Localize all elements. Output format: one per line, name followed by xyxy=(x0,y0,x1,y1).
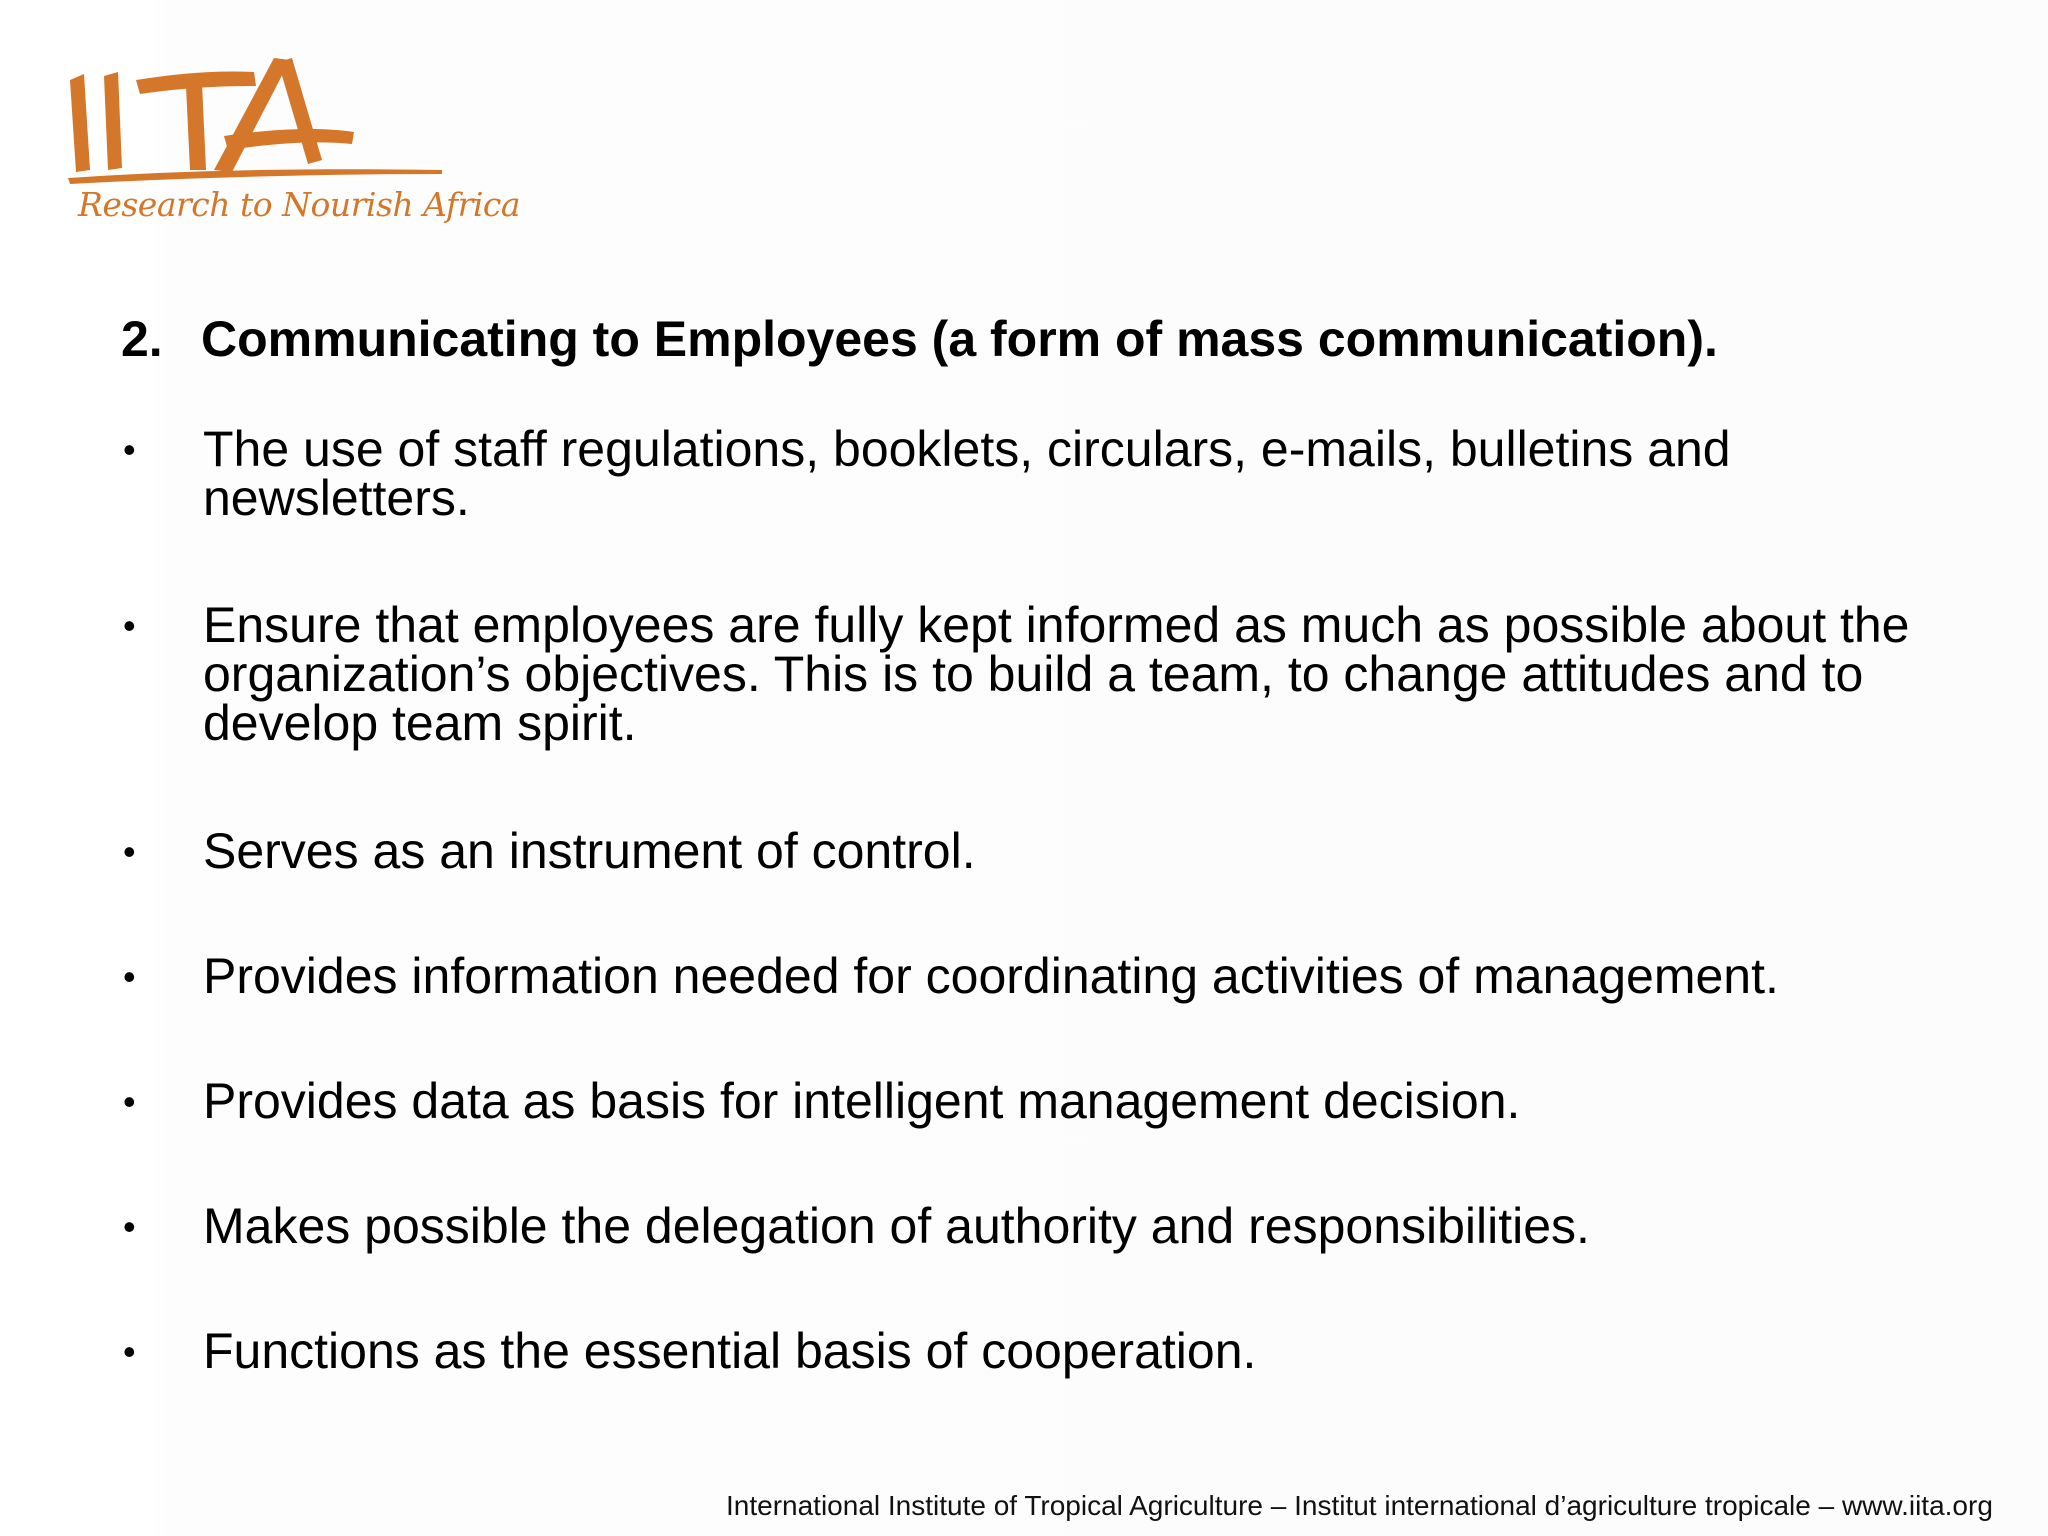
bullet-text: Provides information needed for coordinating activities of management. xyxy=(203,948,1779,1004)
bullet-item xyxy=(121,421,2023,526)
bullet-item xyxy=(121,948,2023,1004)
bullet-marker: • xyxy=(123,605,136,646)
bullet-marker: • xyxy=(123,831,136,872)
bullet-item xyxy=(121,823,2023,879)
bullet-marker: • xyxy=(123,956,136,997)
bullet-item xyxy=(121,597,2023,751)
bullet-text: The use of staff regulations, booklets, circulars, e-mails, bulletins and newsletters. xyxy=(203,421,1731,526)
bullet-item xyxy=(121,1198,2023,1254)
slide-heading xyxy=(121,310,1718,368)
heading-number: 2. xyxy=(121,311,163,367)
bullet-text: Provides data as basis for intelligent management decision. xyxy=(203,1073,1521,1129)
slide-footer: International Institute of Tropical Agriculture – Institut international d’agriculture tropicale – www.iita.org xyxy=(726,1490,1993,1521)
bullet-marker: • xyxy=(123,1331,136,1372)
bullet-marker: • xyxy=(123,1206,136,1247)
bullet-text: Makes possible the delegation of authority and responsibilities. xyxy=(203,1198,1590,1254)
bullet-marker: • xyxy=(123,429,136,470)
bullet-item xyxy=(121,1073,2023,1129)
bullet-text: Serves as an instrument of control. xyxy=(203,823,976,879)
logo-tagline: Research to Nourish Africa xyxy=(78,185,521,224)
bullet-marker: • xyxy=(123,1081,136,1122)
bullet-text: Ensure that employees are fully kept informed as much as possible about the organization’s objectives. This is to build a team, to change attitudes and to develop team spirit. xyxy=(203,597,1910,751)
bullet-item xyxy=(121,1323,2023,1379)
heading-text: Communicating to Employees (a form of mass communication). xyxy=(201,311,1718,367)
bullet-text: Functions as the essential basis of cooperation. xyxy=(203,1323,1257,1379)
